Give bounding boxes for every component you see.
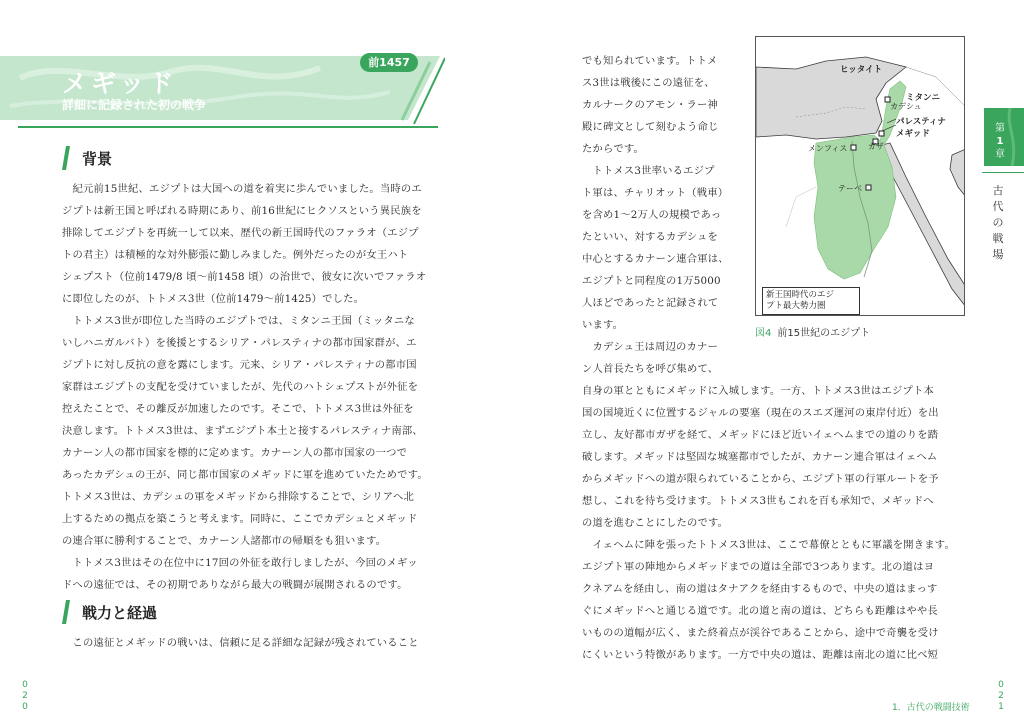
map-label-gaza: ガザ (868, 142, 884, 151)
text-line: 排除してエジプトを再統一して以来、歴代の新王国時代のファラオ（エジプ (62, 227, 419, 239)
text-line: ン人首長たちを呼び集めて、 (582, 363, 719, 375)
text-line: ドへの遠征では、その初期でありながら最大の戦闘が展開されるのです。 (62, 579, 408, 591)
section-heading-label: 背景 (82, 150, 113, 168)
map-label-palestine: パレスティナ (896, 117, 946, 127)
chapter-title-char: 戦 (992, 232, 1004, 245)
text-line: エジプトと同程度の1万5000 (582, 275, 721, 287)
chapter-title-char: 古 (992, 184, 1004, 197)
text-line: ト軍は、チャリオット（戦車） (582, 187, 729, 199)
text-line: でも知られています。トトメ (582, 55, 718, 67)
chapter-title-char: 場 (992, 248, 1004, 261)
text-line: たからです。 (582, 143, 645, 155)
section-bar-icon (62, 600, 70, 624)
chapter-tab-char: 1 (996, 136, 1004, 147)
egypt-map (756, 37, 965, 316)
text-line: ス3世は戦後にこの遠征を、 (582, 77, 715, 89)
text-line: の連合軍に勝利することで、カナーン人諸都市の帰順をも狙います。 (62, 535, 387, 547)
text-line: 殿に碑文として刻むよう命じ (582, 121, 719, 133)
running-footer: 1．古代の戦闘技術 (892, 703, 970, 713)
text-line: トトメス3世はその在位中に17回の外征を敢行しましたが、今回のメギッ (62, 557, 418, 569)
right-page (512, 0, 1024, 726)
text-line: たといい、対するカデシュを (582, 231, 719, 243)
text-line: ぐにメギッドへと通じる道です。北の道と南の道は、どちらも距離はやや長 (582, 605, 938, 617)
text-line: 上するための拠点を築こうと考えます。同時に、ここでカデシュとメギッド (62, 513, 418, 525)
map-label-mitanni: ミタンニ (906, 93, 941, 103)
page-digit: 0 (998, 680, 1004, 690)
text-line: カナーン人の都市国家を標的に定めます。カナーン人の都市国家の一つで (62, 447, 408, 459)
figure-caption (755, 324, 870, 339)
chapter-title-char: の (992, 216, 1004, 229)
text-line: 中心とするカナーン連合軍は、 (582, 253, 729, 265)
text-line: 自身の軍とともにメギッドに入城します。一方、トトメス3世はエジプト本 (582, 385, 935, 397)
map-label-thebes: テーベ (838, 184, 862, 193)
text-line: クネアムを経由し、南の道はタナアクを経由するもので、中央の道はまっす (582, 583, 938, 595)
page-digit: 0 (22, 680, 28, 690)
page-digit: 2 (22, 691, 28, 701)
text-line: 立し、友好都市ガザを経て、メギッドにほど近いイェヘムまでの道のりを踏 (582, 429, 939, 441)
legend-line: 新王国時代のエジ (766, 290, 835, 300)
page-title: メギッド (62, 69, 178, 98)
chapter-tab (984, 108, 1024, 166)
page-subtitle: 詳細に記録された初の戦争 (62, 98, 207, 112)
text-line: に即位したのが、トトメス3世（位前1479〜前1425）でした。 (62, 293, 365, 305)
text-line: ジプトは新王国と呼ばれる時期にあり、前16世紀にヒクソスという異民族を (62, 205, 422, 217)
page-digit: 0 (22, 702, 28, 712)
text-line: この遠征とメギッドの戦いは、信頼に足る詳細な記録が残されていること (62, 637, 419, 649)
text-line: ジプトに対し反抗の意を露にします。元来、シリア・パレスティナの都市国 (62, 359, 417, 371)
figure-caption-text: 前15世紀のエジプト (777, 328, 871, 339)
text-line: の道を進むことにしたのです。 (582, 517, 729, 529)
chapter-tab-char: 章 (995, 149, 1005, 160)
text-line: トの君主）は積極的な対外膨張に勤しみました。例外だったのが女王ハト (62, 249, 409, 261)
text-line: 紀元前15世紀、エジプトは大国への道を着実に歩んでいました。当時のエ (62, 183, 422, 195)
map-legend (762, 287, 860, 315)
map-label-hittite: ヒッタイト (840, 65, 883, 75)
chapter-title (990, 183, 1006, 263)
map-label-megiddo: メギッド (896, 129, 930, 139)
text-line: トトメス3世は、カデシュの軍をメギッドから排除することで、シリアへ北 (62, 491, 415, 503)
text-line: います。 (582, 319, 624, 331)
text-line: からメギッドへの道が限られていることから、エジプト軍の行軍ルートを予 (582, 473, 939, 485)
page-digit: 2 (998, 691, 1004, 701)
text-line: イェヘムに陣を張ったトトメス3世は、ここで幕僚とともに軍議を開きます。 (582, 539, 955, 551)
year-badge: 前1457 (360, 53, 418, 72)
text-line: シェプスト（位前1479/8 頃〜前1458 頃）の治世で、彼女に次いでファラオ (62, 271, 427, 283)
text-line: あったカデシュの王が、同じ都市国家のメギッドに軍を進めていたためです。 (62, 469, 428, 481)
text-line: エジプト軍の陣地からメギッドまでの道は全部で3つあります。北の道はヨ (582, 561, 935, 573)
text-line: 家群はエジプトの支配を受けていましたが、先代のハトシェプストが外征を (62, 381, 419, 393)
text-line: カデシュ王は周辺のカナー (582, 341, 719, 353)
chapter-title-char: 代 (992, 200, 1004, 213)
page-digit: 1 (998, 702, 1004, 712)
text-line: 想し、これを待ち受けます。トトメス3世もこれを百も承知で、メギッドへ (582, 495, 934, 507)
map-figure (755, 36, 965, 316)
text-line: いものの道幅が広く、また終着点が渓谷であることから、途中で奇襲を受け (582, 627, 939, 639)
figure-number: 図4 (755, 328, 772, 339)
section-bar-icon (62, 146, 70, 170)
chapter-divider (982, 172, 1024, 173)
megiddo-marker (879, 131, 884, 136)
text-line: トトメス3世率いるエジプ (582, 165, 715, 177)
text-line: 人ほどであったと記録されて (582, 297, 719, 309)
text-line: 破します。メギッドは堅固な城塞都市でしたが、カナーン連合軍はイェヘム (582, 451, 938, 463)
legend-line: プト最大勢力圏 (766, 301, 826, 311)
text-line: カルナークのアモン・ラー神 (582, 99, 719, 111)
text-line: 控えたことで、その離反が加速したのです。そこで、トトメス3世は外征を (62, 403, 414, 415)
section-heading-label: 戦力と経過 (82, 604, 158, 622)
text-line: 国の国境近くに位置するジャルの要塞（現在のスエズ運河の東岸付近）を出 (582, 407, 939, 419)
text-line: いしハニガルバト）を後援とするシリア・パレスティナの都市国家群が、エ (62, 337, 417, 349)
text-line: にくいという特徴があります。一方で中央の道は、距離は南北の道に比べ短 (582, 649, 939, 661)
text-line: を含め1〜2万人の規模であっ (582, 209, 722, 221)
chapter-tab-char: 第 (995, 123, 1005, 134)
memphis-marker (851, 145, 856, 150)
text-line: 決意します。トトメス3世は、まずエジプト本土と接するパレスティナ南部、 (62, 425, 423, 437)
thebes-marker (866, 185, 871, 190)
text-line: トトメス3世が即位した当時のエジプトでは、ミタンニ王国（ミッタニな (62, 315, 415, 327)
map-label-kadesh: カデシュ (890, 102, 922, 111)
map-label-memphis: メンフィス (808, 144, 848, 153)
